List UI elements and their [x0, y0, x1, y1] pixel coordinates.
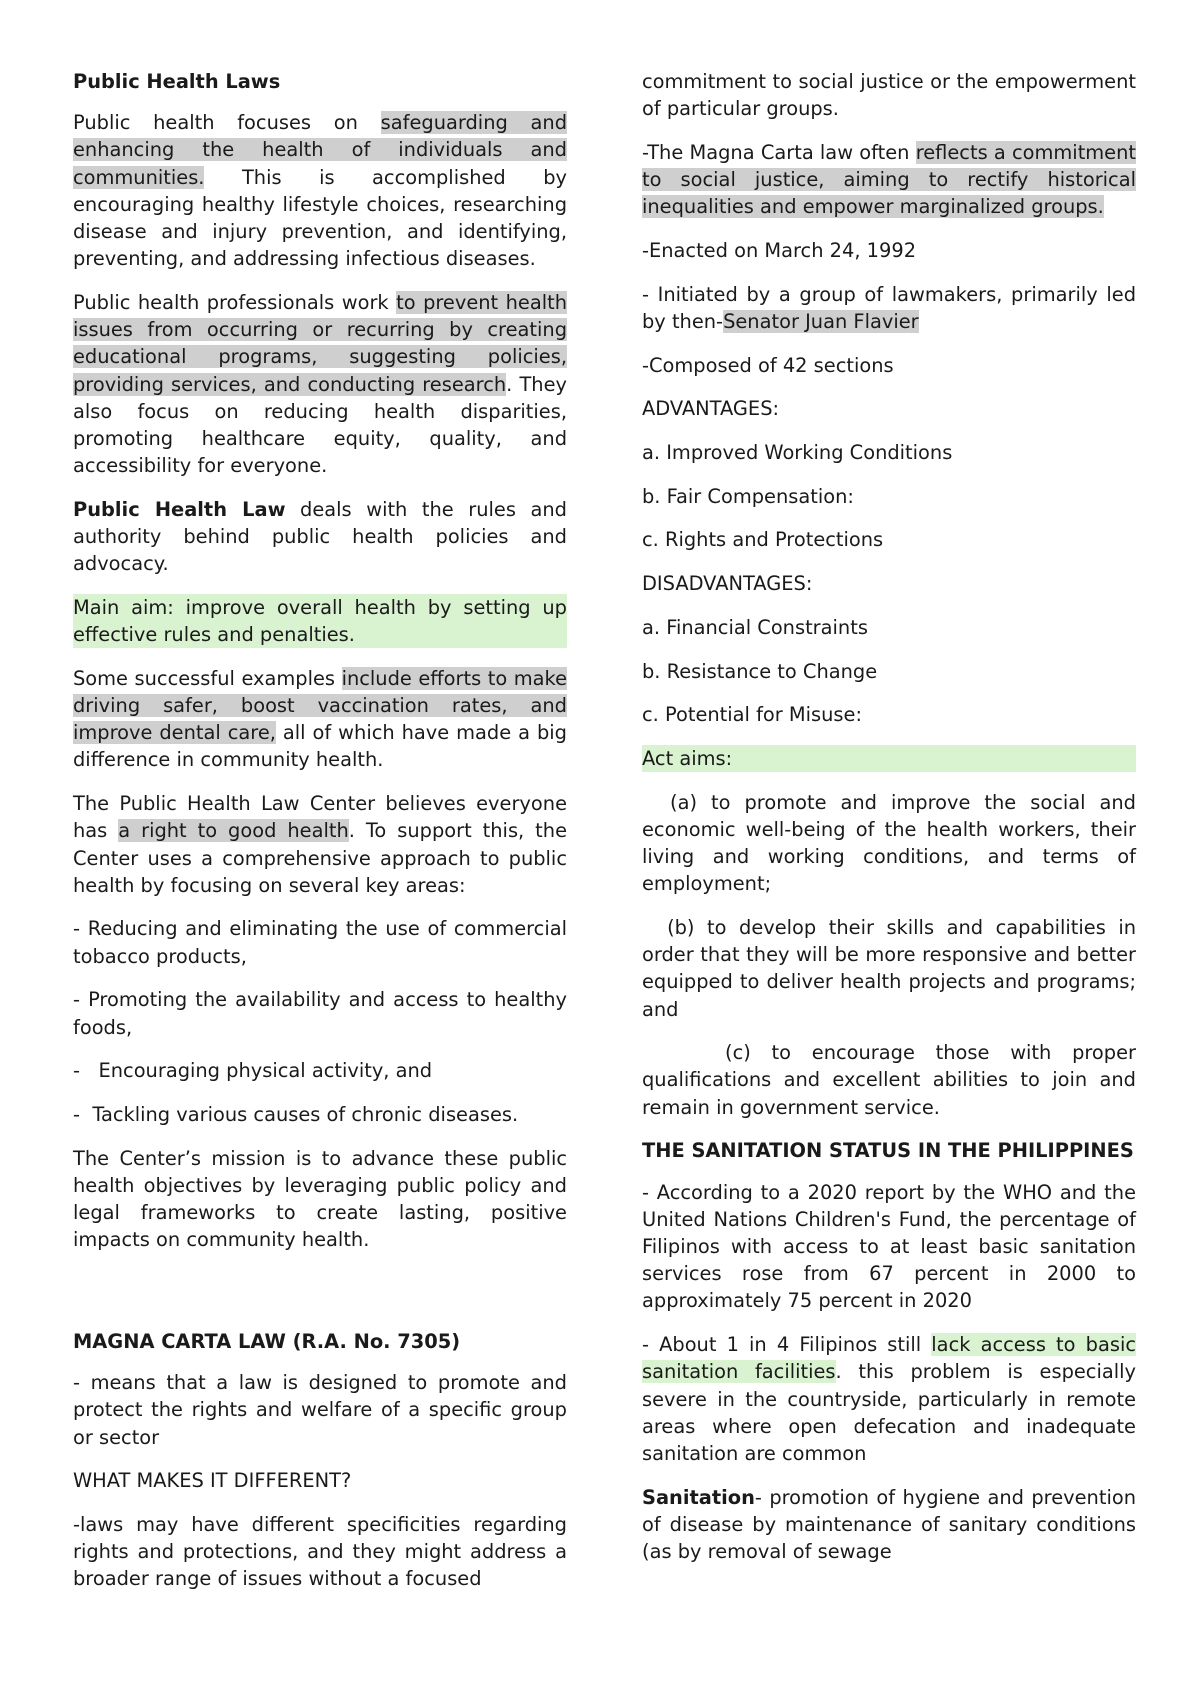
subheading-what-makes-different: WHAT MAKES IT DIFFERENT?: [73, 1469, 352, 1493]
paragraph-magna-definition: - means that a law is designed to promote and protect the rights and welfare of a specific group or sector: [73, 1371, 567, 1449]
fact-enacted: -Enacted on March 24, 1992: [642, 239, 917, 263]
highlight: include efforts to make driving safer, boost vaccination rates, and improve dental care,: [73, 666, 567, 745]
text: . They also focus on reducing health disparities, promoting healthcare equity, quality, and accessibility for everyone.: [73, 372, 567, 478]
list-item: (c) to encourage those with proper qualifications and excellent abilities to join and remain in government service.: [642, 1041, 1143, 1119]
list-item: - Encouraging physical activity, and: [73, 1059, 433, 1083]
paragraph-professionals: [73, 289, 567, 479]
list-item: c. Potential for Misuse:: [642, 703, 863, 727]
list-item: (b) to develop their skills and capabilities in order that they will be more responsive and better equipped to deliver health projects and programs; and: [642, 915, 1143, 1021]
right-column: [642, 68, 1143, 1582]
paragraph-continuation: commitment to social justice or the empowerment of particular groups.: [642, 70, 1136, 121]
text: - promotion of hygiene and prevention of disease by maintenance of sanitary conditions (as by removal of sewage: [642, 1485, 1136, 1564]
list-item: a. Financial Constraints: [642, 615, 868, 639]
list-item: - Tackling various causes of chronic diseases.: [73, 1103, 519, 1126]
highlight: lack access to basic sanitation facilities: [642, 1333, 1136, 1384]
paragraph-public-health-law: [73, 496, 567, 578]
act-aims-callout: Act aims:: [642, 745, 1136, 772]
list-item: b. Resistance to Change: [642, 659, 878, 683]
list-item: b. Fair Compensation:: [642, 484, 854, 508]
fact-composed: -Composed of 42 sections: [642, 353, 894, 377]
paragraph-law-center: [73, 790, 567, 899]
list-item: a. Improved Working Conditions: [642, 441, 953, 465]
text: This is accomplished by encouraging healthy lifestyle choices, researching disease and injury prevention, and identifying, preventing, and addressing infectious diseases.: [73, 165, 567, 271]
text: Some successful examples: [73, 666, 342, 690]
section-title-magna-carta: MAGNA CARTA LAW (R.A. No. 7305): [73, 1330, 461, 1354]
text: - Initiated by a group of lawmakers, primarily led by then-: [642, 282, 1136, 333]
text: all of which have made a big difference in community health.: [73, 721, 567, 772]
bold-term: Public Health Law: [73, 497, 286, 521]
section-title-public-health-laws: Public Health Laws: [73, 70, 281, 93]
paragraph-mission: The Center’s mission is to advance these public health objectives by leveraging public policy and legal frameworks to create lasting, positive impacts on community health.: [73, 1146, 567, 1252]
subheading-disadvantages: DISADVANTAGES:: [642, 572, 813, 596]
highlight: safeguarding and enhancing the health of individuals and communities.: [73, 111, 568, 189]
highlight: reflects a commitment to social justice, aiming to rectify historical inequalities and empower marginalized groups.: [642, 140, 1137, 219]
subheading-advantages: ADVANTAGES:: [642, 397, 780, 421]
spacer: [73, 1270, 567, 1328]
highlight: to prevent health issues from occurring or recurring by creating educational programs, suggesting policies, providing services, and conducting research: [73, 290, 567, 396]
text: . this problem is especially severe in the countryside, particularly in remote areas where open defecation and inadequate sanitation are common: [642, 1360, 1136, 1465]
text: The Public Health Law Center believes everyone has: [73, 792, 567, 843]
text: deals with the rules and authority behind public health policies and advocacy.: [73, 497, 567, 576]
list-item: c. Rights and Protections: [642, 528, 884, 552]
list-item: (a) to promote and improve the social and economic well-being of the health workers, their living and working conditions, and terms of employment;: [642, 790, 1143, 896]
highlight: a right to good health: [118, 819, 349, 843]
paragraph-public-health-focus: [73, 109, 567, 272]
text: Public health focuses on: [73, 111, 381, 135]
text: . To support this, the Center uses a comprehensive approach to public health by focusing on several key areas:: [73, 819, 567, 897]
section-title-sanitation: THE SANITATION STATUS IN THE PHILIPPINES: [642, 1139, 1134, 1163]
highlight: Senator Juan Flavier: [723, 309, 919, 333]
text: -The Magna Carta law often: [642, 140, 916, 164]
paragraph-sanitation-access: [642, 1331, 1136, 1467]
paragraph-sanitation-report: - According to a 2020 report by the WHO and the United Nations Children's Fund, the percentage of Filipinos with access to at least basic sanitation services rose from 67 percent in 2000 to approximately 75 percent in 2020: [642, 1180, 1136, 1313]
bold-term: Sanitation: [642, 1485, 755, 1509]
paragraph-examples: [73, 665, 567, 774]
list-item: - Promoting the availability and access to healthy foods,: [73, 988, 567, 1039]
main-aim-callout: Main aim: improve overall health by setting up effective rules and penalties.: [73, 594, 567, 648]
text: - About 1 in 4 Filipinos still: [642, 1333, 932, 1357]
text: Public health professionals work: [73, 290, 397, 314]
paragraph-sanitation-definition: [642, 1484, 1136, 1566]
paragraph-different: -laws may have different specificities regarding rights and protections, and they might address a broader range of issues without a focused: [73, 1513, 567, 1591]
list-item: - Reducing and eliminating the use of commercial tobacco products,: [73, 917, 567, 968]
fact-initiated: [642, 281, 1136, 335]
paragraph-magna-reflects: [642, 139, 1136, 221]
left-column: [73, 68, 567, 1609]
